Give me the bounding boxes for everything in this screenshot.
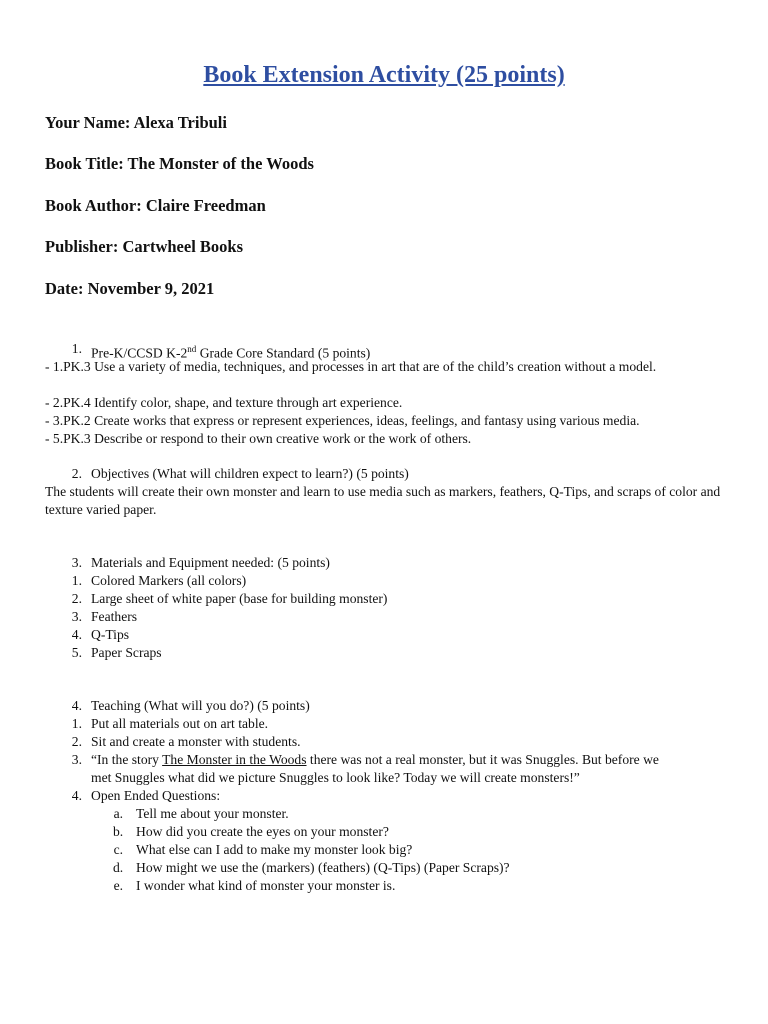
list-number: 3. bbox=[71, 752, 82, 767]
list-item: Colored Markers (all colors) bbox=[91, 573, 247, 588]
list-item: Paper Scraps bbox=[91, 645, 162, 660]
list-number: 5. bbox=[71, 645, 82, 660]
prompt-text-end: there was not a real monster, but it was Snuggles. But before we bbox=[306, 752, 659, 767]
list-number: 4. bbox=[71, 627, 82, 642]
student-name: Your Name: Alexa Tribuli bbox=[45, 113, 227, 132]
heading-text-end: Grade Core Standard (5 points) bbox=[196, 345, 371, 361]
section-number: 4. bbox=[71, 698, 82, 713]
standard-line: - 2.PK.4 Identify color, shape, and texture through art experience. bbox=[45, 395, 403, 410]
list-number: 1. bbox=[71, 716, 82, 731]
question-item: I wonder what kind of monster your monster is. bbox=[136, 878, 396, 893]
section-heading: Teaching (What will you do?) (5 points) bbox=[91, 698, 310, 713]
list-item: Large sheet of white paper (base for building monster) bbox=[91, 591, 388, 606]
question-letter: d. bbox=[113, 860, 124, 875]
prompt-text: “In the story bbox=[91, 752, 163, 767]
book-title: Book Title: The Monster of the Woods bbox=[45, 154, 314, 173]
section-heading: Objectives (What will children expect to learn?) (5 points) bbox=[91, 466, 409, 481]
list-item: Feathers bbox=[91, 609, 138, 624]
list-number: 1. bbox=[71, 573, 82, 588]
standard-line: - 3.PK.2 Create works that express or represent experiences, ideas, feelings, and fantasy using various media. bbox=[45, 413, 640, 428]
section-number: 1. bbox=[71, 341, 82, 356]
list-item: Open Ended Questions: bbox=[91, 788, 221, 803]
list-number: 2. bbox=[71, 734, 82, 749]
book-title-reference: The Monster in the Woods bbox=[162, 752, 307, 767]
section-number: 3. bbox=[71, 555, 82, 570]
publisher: Publisher: Cartwheel Books bbox=[45, 237, 243, 256]
question-item: How might we use the (markers) (feathers) (Q-Tips) (Paper Scraps)? bbox=[136, 860, 510, 875]
question-letter: b. bbox=[113, 824, 124, 839]
book-author: Book Author: Claire Freedman bbox=[45, 196, 266, 215]
section-number: 2. bbox=[71, 466, 82, 481]
question-item: What else can I add to make my monster look big? bbox=[136, 842, 413, 857]
section-heading: Materials and Equipment needed: (5 points) bbox=[91, 555, 330, 570]
document-title: Book Extension Activity (25 points) bbox=[203, 62, 565, 88]
story-prompt-line bbox=[91, 751, 659, 769]
question-letter: c. bbox=[113, 842, 123, 857]
list-number: 4. bbox=[71, 788, 82, 803]
objective-text: The students will create their own monster and learn to use media such as markers, feathers, Q-Tips, and scraps of color and texture varied paper. bbox=[45, 484, 721, 517]
question-item: How did you create the eyes on your monster? bbox=[136, 824, 389, 839]
date: Date: November 9, 2021 bbox=[45, 279, 215, 298]
heading-superscript: nd bbox=[187, 344, 197, 354]
standard-line: - 5.PK.3 Describe or respond to their own creative work or the work of others. bbox=[45, 431, 472, 446]
question-letter: e. bbox=[113, 878, 123, 893]
standard-line: - 1.PK.3 Use a variety of media, techniques, and processes in art that are of the child’s creation without a model. bbox=[45, 359, 657, 374]
list-number: 3. bbox=[71, 609, 82, 624]
question-letter: a. bbox=[113, 806, 123, 821]
heading-text: Pre-K/CCSD K-2 bbox=[91, 345, 188, 361]
list-item: Q-Tips bbox=[91, 627, 130, 642]
question-item: Tell me about your monster. bbox=[136, 806, 289, 821]
list-number: 2. bbox=[71, 591, 82, 606]
list-item: Put all materials out on art table. bbox=[91, 716, 269, 731]
list-item: Sit and create a monster with students. bbox=[91, 734, 301, 749]
story-prompt-line-2: met Snuggles what did we picture Snuggles to look like? Today we will create monsters!” bbox=[91, 770, 580, 785]
